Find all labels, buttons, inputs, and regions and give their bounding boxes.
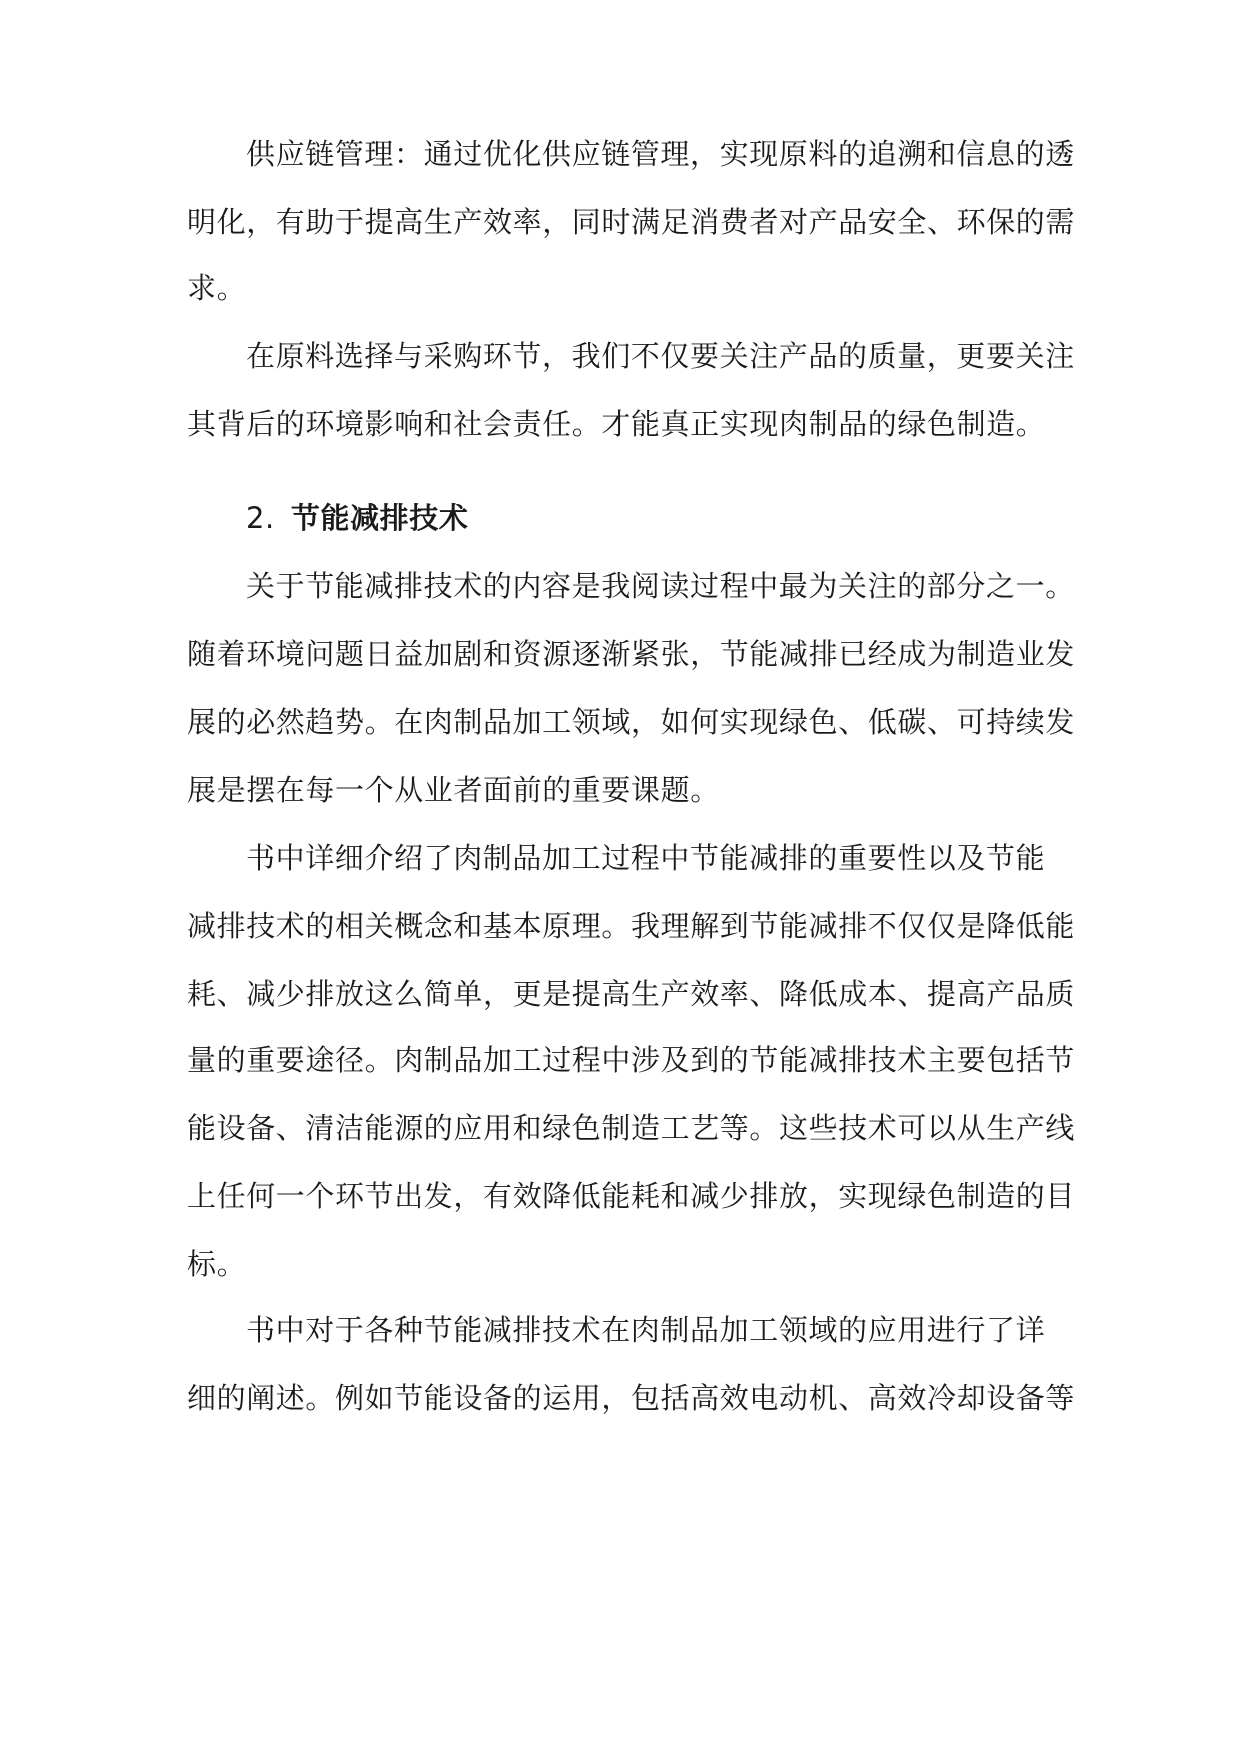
paragraph-line: 上任何一个环节出发，有效降低能耗和减少排放，实现绿色制造的目 — [187, 1179, 1076, 1213]
paragraph-line: 在原料选择与采购环节，我们不仅要关注产品的质量，更要关注 — [246, 339, 1075, 373]
paragraph-line: 展是摆在每一个从业者面前的重要课题。 — [187, 773, 720, 807]
paragraph-line: 耗、减少排放这么简单，更是提高生产效率、降低成本、提高产品质 — [187, 977, 1076, 1011]
paragraph-line: 其背后的环境影响和社会责任。才能真正实现肉制品的绿色制造。 — [187, 407, 1046, 441]
section-heading — [246, 498, 468, 538]
section-number: 2. — [246, 501, 275, 535]
paragraph-line: 随着环境问题日益加剧和资源逐渐紧张，节能减排已经成为制造业发 — [187, 637, 1076, 671]
paragraph-line: 关于节能减排技术的内容是我阅读过程中最为关注的部分之一。 — [246, 569, 1075, 603]
paragraph-line: 展的必然趋势。在肉制品加工领域，如何实现绿色、低碳、可持续发 — [187, 705, 1076, 739]
paragraph-line: 求。 — [187, 271, 247, 305]
paragraph-line: 细的阐述。例如节能设备的运用，包括高效电动机、高效冷却设备等 — [187, 1381, 1076, 1415]
paragraph-line: 明化，有助于提高生产效率，同时满足消费者对产品安全、环保的需 — [187, 205, 1076, 239]
paragraph-line: 能设备、清洁能源的应用和绿色制造工艺等。这些技术可以从生产线 — [187, 1111, 1076, 1145]
section-title: 节能减排技术 — [290, 501, 469, 535]
paragraph-line: 减排技术的相关概念和基本原理。我理解到节能减排不仅仅是降低能 — [187, 909, 1076, 943]
paragraph-line: 书中对于各种节能减排技术在肉制品加工领域的应用进行了详 — [246, 1313, 1046, 1347]
paragraph-line: 量的重要途径。肉制品加工过程中涉及到的节能减排技术主要包括节 — [187, 1043, 1076, 1077]
paragraph-line: 书中详细介绍了肉制品加工过程中节能减排的重要性以及节能 — [246, 841, 1046, 875]
paragraph-line: 供应链管理：通过优化供应链管理，实现原料的追溯和信息的透 — [246, 137, 1075, 171]
paragraph-line: 标。 — [187, 1247, 247, 1281]
